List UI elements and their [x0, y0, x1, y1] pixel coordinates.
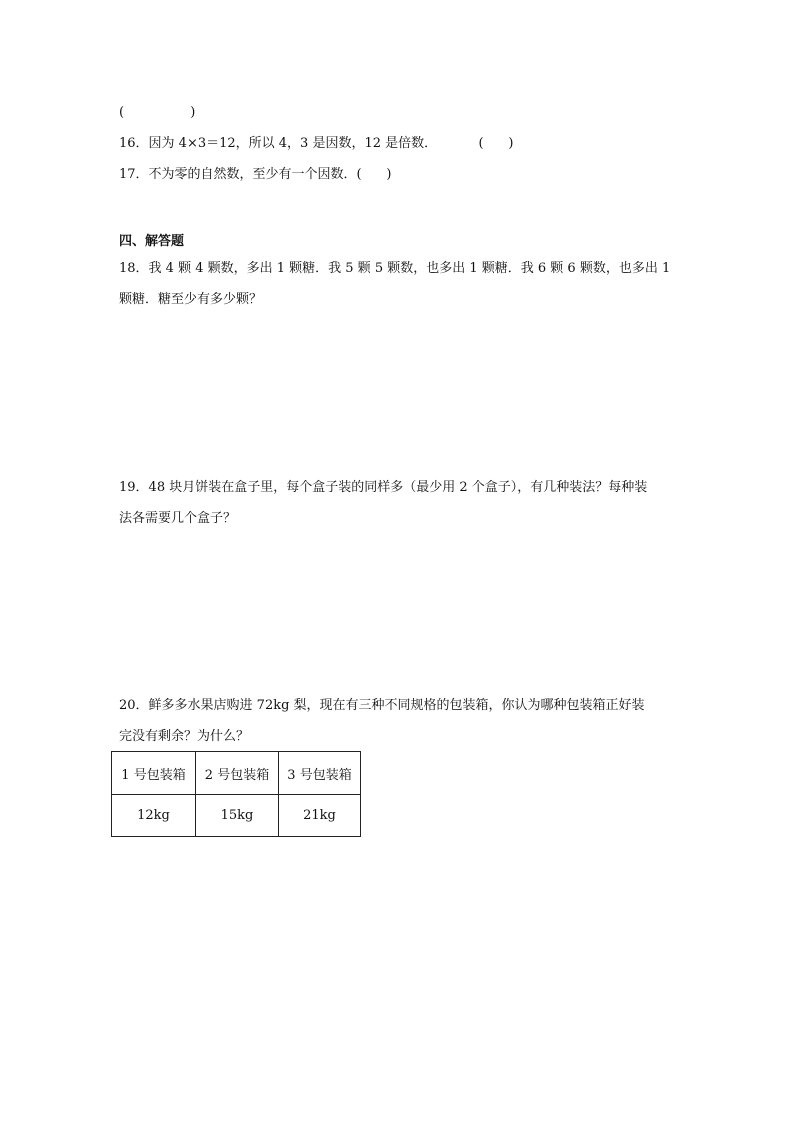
box-spec-table [111, 751, 361, 837]
table-header-row [112, 752, 361, 795]
table-header-box-1: 1 号包装箱 [112, 752, 196, 795]
question-19-line2: 法各需要几个盒子？ [119, 511, 237, 526]
table-header-box-3: 3 号包装箱 [279, 752, 361, 795]
question-18-line2: 颗糖．糖至少有多少颗？ [119, 292, 263, 307]
question-16: 16．因为 4×3＝12，所以 4，3 是因数，12 是倍数． ( ) [119, 136, 514, 151]
table-header-box-2: 2 号包装箱 [196, 752, 279, 795]
question-20-line2: 完没有剩余？为什么？ [119, 729, 250, 744]
table-value-row [112, 795, 361, 837]
table-value-box-1: 12kg [112, 795, 196, 837]
question-20-line1: 20．鲜多多水果店购进 72kg 梨，现在有三种不同规格的包装箱，你认为哪种包装箱正好装 [119, 698, 645, 713]
section-heading: 四、解答题 [119, 234, 185, 249]
table-value-box-2: 15kg [196, 795, 279, 837]
question-18-line1: 18．我 4 颗 4 颗数，多出 1 颗糖．我 5 颗 5 颗数，也多出 1 颗糖．我 6 颗 6 颗数，也多出 1 [119, 261, 671, 276]
answer-blank-prev: ( ) [119, 105, 196, 120]
question-19-line1: 19．48 块月饼装在盒子里，每个盒子装的同样多（最少用 2 个盒子），有几种装法？每种装 [119, 480, 648, 495]
table-value-box-3: 21kg [279, 795, 361, 837]
question-17: 17．不为零的自然数，至少有一个因数．( ) [119, 167, 392, 182]
